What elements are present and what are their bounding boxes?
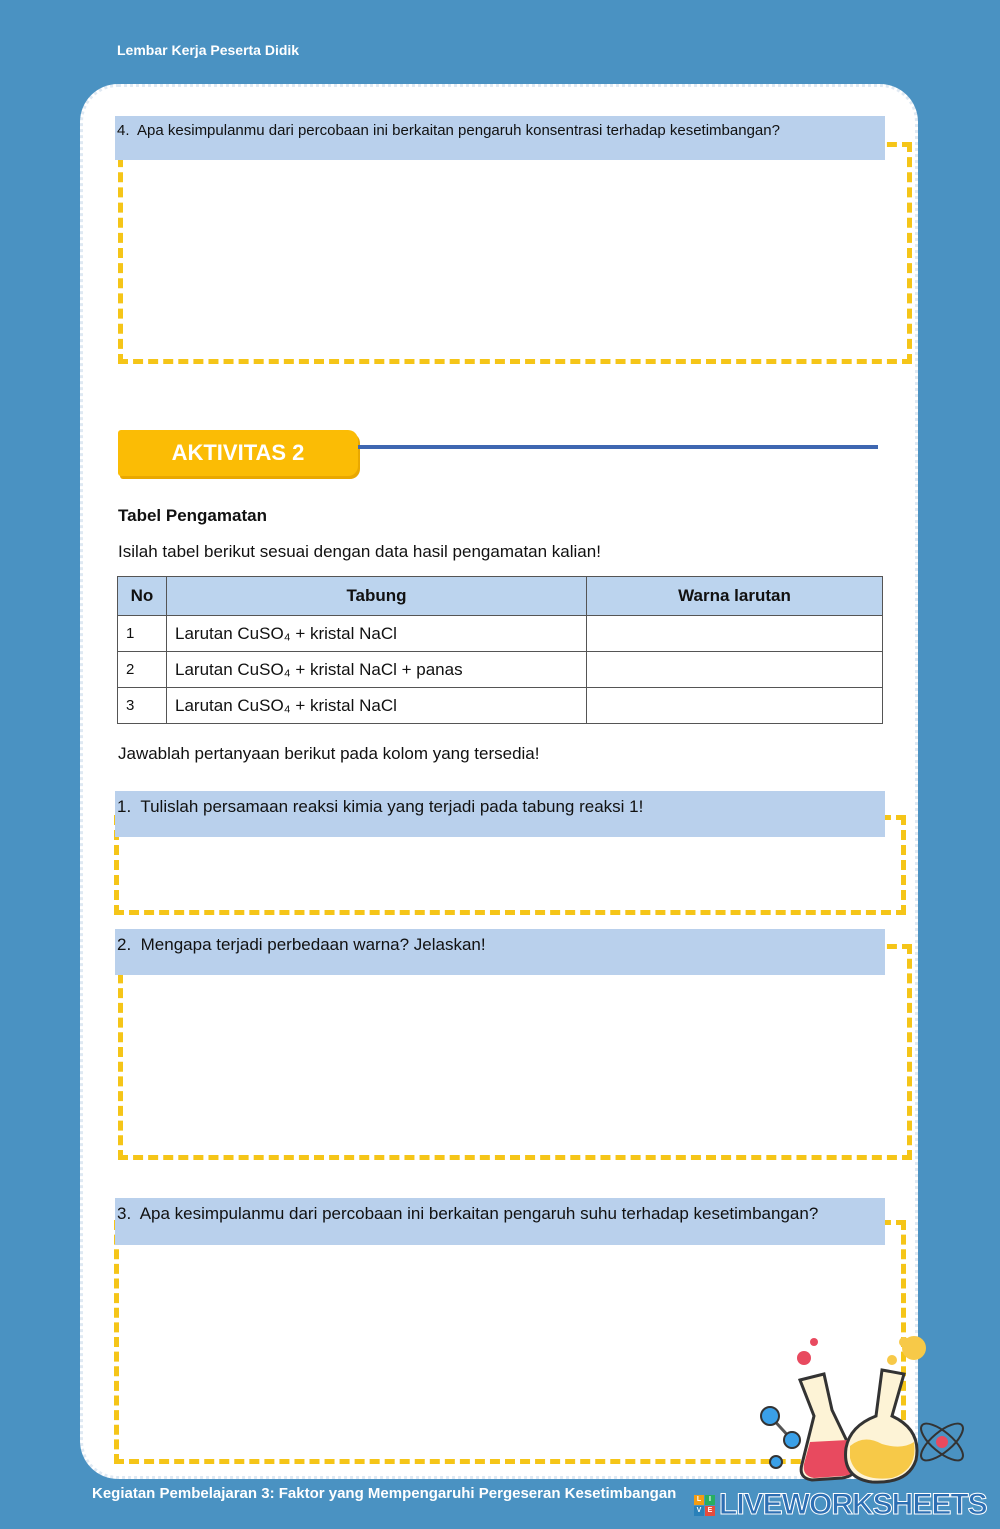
activity-badge: AKTIVITAS 2 <box>118 430 358 476</box>
question-text: Tulislah persamaan reaksi kimia yang terjadi pada tabung reaksi 1! <box>140 797 644 816</box>
row-tube: Larutan CuSO₄ + kristal NaCl <box>167 616 587 652</box>
question-text: Apa kesimpulanmu dari percobaan ini berkaitan pengaruh suhu terhadap kesetimbangan? <box>139 1204 819 1223</box>
observation-table <box>117 576 883 724</box>
header-warna: Warna larutan <box>587 577 883 616</box>
table-instruction: Isilah tabel berikut sesuai dengan data hasil pengamatan kalian! <box>118 542 601 561</box>
header-no: No <box>118 577 167 616</box>
question-bar-q4 <box>115 116 885 160</box>
answer-box-q2[interactable] <box>118 944 912 1160</box>
question-number: 4. <box>117 122 130 139</box>
row-tube: Larutan CuSO₄ + kristal NaCl <box>167 688 587 724</box>
question-bar-q2 <box>115 929 885 975</box>
header-tabung: Tabung <box>167 577 587 616</box>
row-color-input[interactable] <box>587 652 883 688</box>
table-row <box>118 616 883 652</box>
section-title: Tabel Pengamatan <box>118 506 267 525</box>
question-text: Apa kesimpulanmu dari percobaan ini berkaitan pengaruh konsentrasi terhadap kesetimbangan? <box>137 122 780 139</box>
question-number: 2. <box>117 935 132 954</box>
row-number: 3 <box>118 688 167 724</box>
header-title: Lembar Kerja Peserta Didik <box>117 42 300 58</box>
row-tube: Larutan CuSO₄ + kristal NaCl + panas <box>167 652 587 688</box>
question-text: Mengapa terjadi perbedaan warna? Jelaskan! <box>140 935 486 954</box>
question-bar-q3 <box>115 1198 885 1245</box>
footer-text: Kegiatan Pembelajaran 3: Faktor yang Mempengaruhi Pergeseran Kesetimbangan <box>92 1485 677 1502</box>
question-number: 3. <box>117 1204 132 1223</box>
question-bar-q1 <box>115 791 885 837</box>
row-color-input[interactable] <box>587 616 883 652</box>
answer-box-q4[interactable] <box>118 142 912 364</box>
row-number: 1 <box>118 616 167 652</box>
row-color-input[interactable] <box>587 688 883 724</box>
question-number: 1. <box>117 797 132 816</box>
row-number: 2 <box>118 652 167 688</box>
table-row <box>118 652 883 688</box>
table-header-row <box>118 577 883 616</box>
table-row <box>118 688 883 724</box>
answer-instruction: Jawablah pertanyaan berikut pada kolom yang tersedia! <box>118 744 540 763</box>
watermark-text: LIVEWORKSHEETS <box>719 1488 987 1521</box>
activity-divider <box>358 445 878 449</box>
chemistry-flasks-icon <box>752 1330 982 1490</box>
liveworksheets-logo[interactable] <box>694 1488 987 1522</box>
liveworksheets-mark-icon: L I V E <box>694 1495 715 1516</box>
